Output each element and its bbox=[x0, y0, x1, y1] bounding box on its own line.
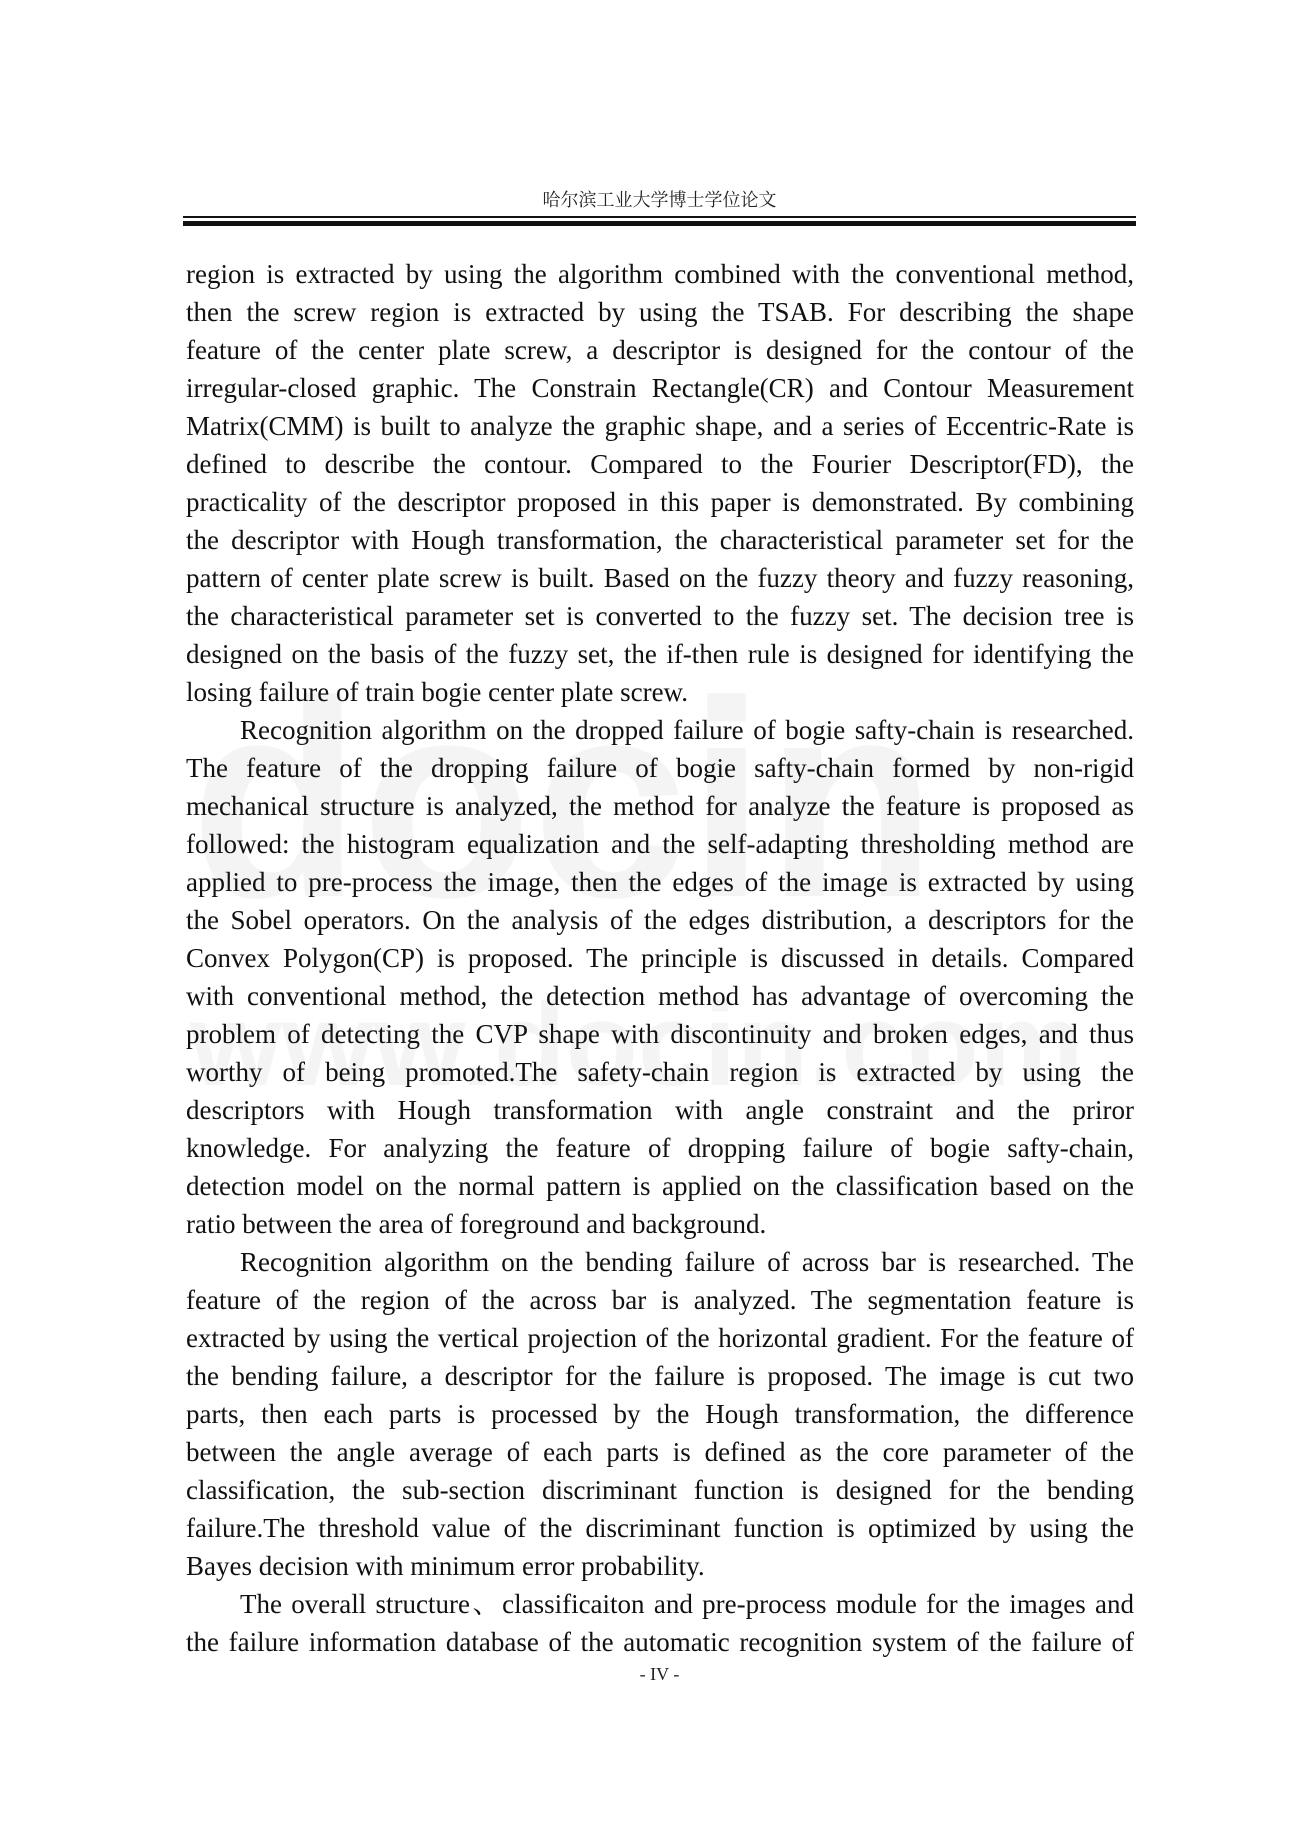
text-line: The feature of the dropping failure of bogie safty-chain formed by non-rigid bbox=[186, 753, 1134, 783]
text-line: parts, then each parts is processed by the Hough transformation, the difference bbox=[186, 1399, 1134, 1429]
text-line: the descriptor with Hough transformation, the characteristical parameter set for the bbox=[186, 525, 1134, 555]
text-line: the failure information database of the automatic recognition system of the failure of bbox=[186, 1627, 1134, 1657]
header-rule-thin bbox=[183, 216, 1136, 218]
text-line: the characteristical parameter set is converted to the fuzzy set. The decision tree is bbox=[186, 601, 1134, 631]
running-header-title: 哈尔滨工业大学博士学位论文 bbox=[542, 190, 777, 211]
text-line: descriptors with Hough transformation with angle constraint and the priror bbox=[186, 1095, 1134, 1125]
text-line: Matrix(CMM) is built to analyze the graphic shape, and a series of Eccentric-Rate is bbox=[186, 411, 1134, 441]
text-line: worthy of being promoted.The safety-chain region is extracted by using the bbox=[186, 1057, 1134, 1087]
text-line: losing failure of train bogie center plate screw. bbox=[186, 677, 689, 707]
header-rule-thick bbox=[183, 221, 1136, 226]
text-line: feature of the center plate screw, a descriptor is designed for the contour of the bbox=[186, 335, 1134, 365]
text-line: designed on the basis of the fuzzy set, the if-then rule is designed for identifying the bbox=[186, 639, 1134, 669]
paragraph bbox=[186, 255, 1134, 711]
text-line: Convex Polygon(CP) is proposed. The principle is discussed in details. Compared bbox=[186, 943, 1134, 973]
text-line: applied to pre-process the image, then the edges of the image is extracted by using bbox=[186, 867, 1134, 897]
text-line: with conventional method, the detection method has advantage of overcoming the bbox=[186, 981, 1134, 1011]
text-line: region is extracted by using the algorithm combined with the conventional method, bbox=[186, 259, 1134, 289]
text-line: the bending failure, a descriptor for the failure is proposed. The image is cut two bbox=[186, 1361, 1134, 1391]
text-line: mechanical structure is analyzed, the method for analyze the feature is proposed as bbox=[186, 791, 1134, 821]
text-line: then the screw region is extracted by using the TSAB. For describing the shape bbox=[186, 297, 1134, 327]
paragraph bbox=[186, 711, 1134, 1243]
text-line: pattern of center plate screw is built. Based on the fuzzy theory and fuzzy reasoning, bbox=[186, 563, 1134, 593]
text-line: feature of the region of the across bar is analyzed. The segmentation feature is bbox=[186, 1285, 1134, 1315]
text-line: Recognition algorithm on the bending failure of across bar is researched. The bbox=[240, 1247, 1134, 1277]
text-line: The overall structure、classificaiton and pre-process module for the images and bbox=[240, 1589, 1134, 1619]
text-line: ratio between the area of foreground and background. bbox=[186, 1209, 767, 1239]
text-line: failure.The threshold value of the discriminant function is optimized by using the bbox=[186, 1513, 1134, 1543]
text-line: practicality of the descriptor proposed in this paper is demonstrated. By combining bbox=[186, 487, 1134, 517]
text-line: the Sobel operators. On the analysis of the edges distribution, a descriptors for the bbox=[186, 905, 1134, 935]
text-line: Recognition algorithm on the dropped failure of bogie safty-chain is researched. bbox=[240, 715, 1134, 745]
body-text bbox=[186, 255, 1134, 1661]
paragraph bbox=[186, 1243, 1134, 1585]
text-line: Bayes decision with minimum error probability. bbox=[186, 1551, 705, 1581]
paragraph bbox=[186, 1585, 1134, 1661]
text-line: classification, the sub-section discriminant function is designed for the bending bbox=[186, 1475, 1134, 1505]
text-line: between the angle average of each parts is defined as the core parameter of the bbox=[186, 1437, 1134, 1467]
text-line: problem of detecting the CVP shape with discontinuity and broken edges, and thus bbox=[186, 1019, 1134, 1049]
text-line: defined to describe the contour. Compared to the Fourier Descriptor(FD), the bbox=[186, 449, 1134, 479]
text-line: knowledge. For analyzing the feature of dropping failure of bogie safty-chain, bbox=[186, 1133, 1134, 1163]
page-number: - IV - bbox=[639, 1664, 680, 1684]
text-line: detection model on the normal pattern is applied on the classification based on the bbox=[186, 1171, 1134, 1201]
text-line: irregular-closed graphic. The Constrain Rectangle(CR) and Contour Measurement bbox=[186, 373, 1134, 403]
text-line: followed: the histogram equalization and the self-adapting thresholding method are bbox=[186, 829, 1134, 859]
text-line: extracted by using the vertical projection of the horizontal gradient. For the feature of bbox=[186, 1323, 1134, 1353]
